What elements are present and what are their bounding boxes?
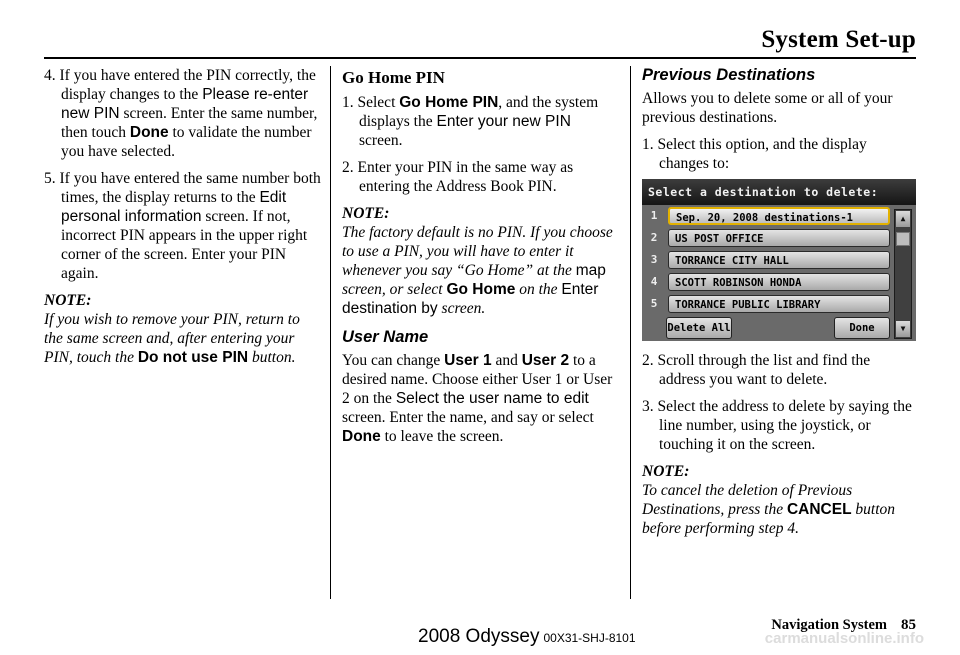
section-heading-previous-destinations: Previous Destinations xyxy=(642,66,816,84)
list-item[interactable] xyxy=(642,205,898,227)
list-item[interactable] xyxy=(642,227,898,249)
step-3: 3. Select the address to delete by saying the line number, using the joystick, or touching it on the screen. xyxy=(642,398,912,453)
destination-list xyxy=(642,205,916,341)
user-name-paragraph: You can change User 1 and User 2 to a desired name. Choose either User 1 or User 2 on the Select the user name to edit screen. Enter the name, and say or select Done to leave the screen. xyxy=(342,352,613,445)
footer-model xyxy=(418,626,636,648)
column-3 xyxy=(642,66,918,538)
column-divider xyxy=(330,66,331,599)
scroll-down-icon[interactable]: ▼ xyxy=(896,321,910,337)
note-title: NOTE: xyxy=(642,463,690,480)
column-1 xyxy=(44,66,322,367)
delete-all-button[interactable]: Delete All xyxy=(666,317,732,339)
model-code: 00X31-SHJ-8101 xyxy=(543,631,636,645)
row-number: 2 xyxy=(650,231,658,244)
note-text: The factory default is no PIN. If you choose to use a PIN, you will have to enter it whenever you say “Go Home” at the map screen, or select Go Home on the Enter destination by screen. xyxy=(342,224,613,317)
screen-title: Select a destination to delete: xyxy=(642,179,916,205)
done-button[interactable]: Done xyxy=(834,317,890,339)
page-title: System Set-up xyxy=(761,26,916,53)
note-text: To cancel the deletion of Previous Destinations, press the CANCEL button before performing step 4. xyxy=(642,482,896,537)
list-item[interactable] xyxy=(642,249,898,271)
note-text: If you wish to remove your PIN, return to the same screen and, after entering your PIN, touch the Do not use PIN button. xyxy=(44,311,300,366)
column-2 xyxy=(342,66,618,446)
row-number: 4 xyxy=(650,275,658,288)
row-number: 3 xyxy=(650,253,658,266)
footer-section-name: Navigation System xyxy=(771,617,887,633)
list-item[interactable] xyxy=(642,293,898,315)
row-number: 1 xyxy=(650,209,658,222)
step-4: 4. If you have entered the PIN correctly, the display changes to the Please re-enter new PIN screen. Enter the same number, then touch Done to validate the number you have selected. xyxy=(44,67,318,160)
destination-button[interactable]: US POST OFFICE xyxy=(668,229,890,247)
note-title: NOTE: xyxy=(342,205,390,222)
scrollbar[interactable] xyxy=(894,209,912,339)
row-number: 5 xyxy=(650,297,658,310)
step-5: 5. If you have entered the same number both times, the display returns to the Edit personal information screen. If not, incorrect PIN appears in the upper right corner of the screen. Enter your PIN again. xyxy=(44,170,321,282)
step-1: 1. Select Go Home PIN, and the system displays the Enter your new PIN screen. xyxy=(342,94,599,149)
intro-text: Allows you to delete some or all of your previous destinations. xyxy=(642,90,893,126)
destination-button[interactable]: TORRANCE PUBLIC LIBRARY xyxy=(668,295,890,313)
header-rule xyxy=(44,57,916,59)
destination-button[interactable]: Sep. 20, 2008 destinations-1 xyxy=(668,207,890,225)
note-title: NOTE: xyxy=(44,292,92,309)
step-1: 1. Select this option, and the display changes to: xyxy=(642,136,867,172)
step-2: 2. Scroll through the list and find the address you want to delete. xyxy=(642,352,871,388)
column-divider xyxy=(630,66,631,599)
destination-button[interactable]: SCOTT ROBINSON HONDA xyxy=(668,273,890,291)
step-2: 2. Enter your PIN in the same way as entering the Address Book PIN. xyxy=(342,159,574,195)
section-heading-user-name: User Name xyxy=(342,328,429,346)
watermark: carmanualsonline.info xyxy=(764,630,924,647)
model-name: 2008 Odyssey xyxy=(418,626,540,647)
section-heading-go-home-pin: Go Home PIN xyxy=(342,68,445,87)
scroll-up-icon[interactable]: ▲ xyxy=(896,211,910,227)
scroll-thumb[interactable] xyxy=(896,232,910,246)
nav-screen-screenshot xyxy=(642,179,916,341)
page-number: 85 xyxy=(901,617,916,633)
list-item[interactable] xyxy=(642,271,898,293)
destination-button[interactable]: TORRANCE CITY HALL xyxy=(668,251,890,269)
